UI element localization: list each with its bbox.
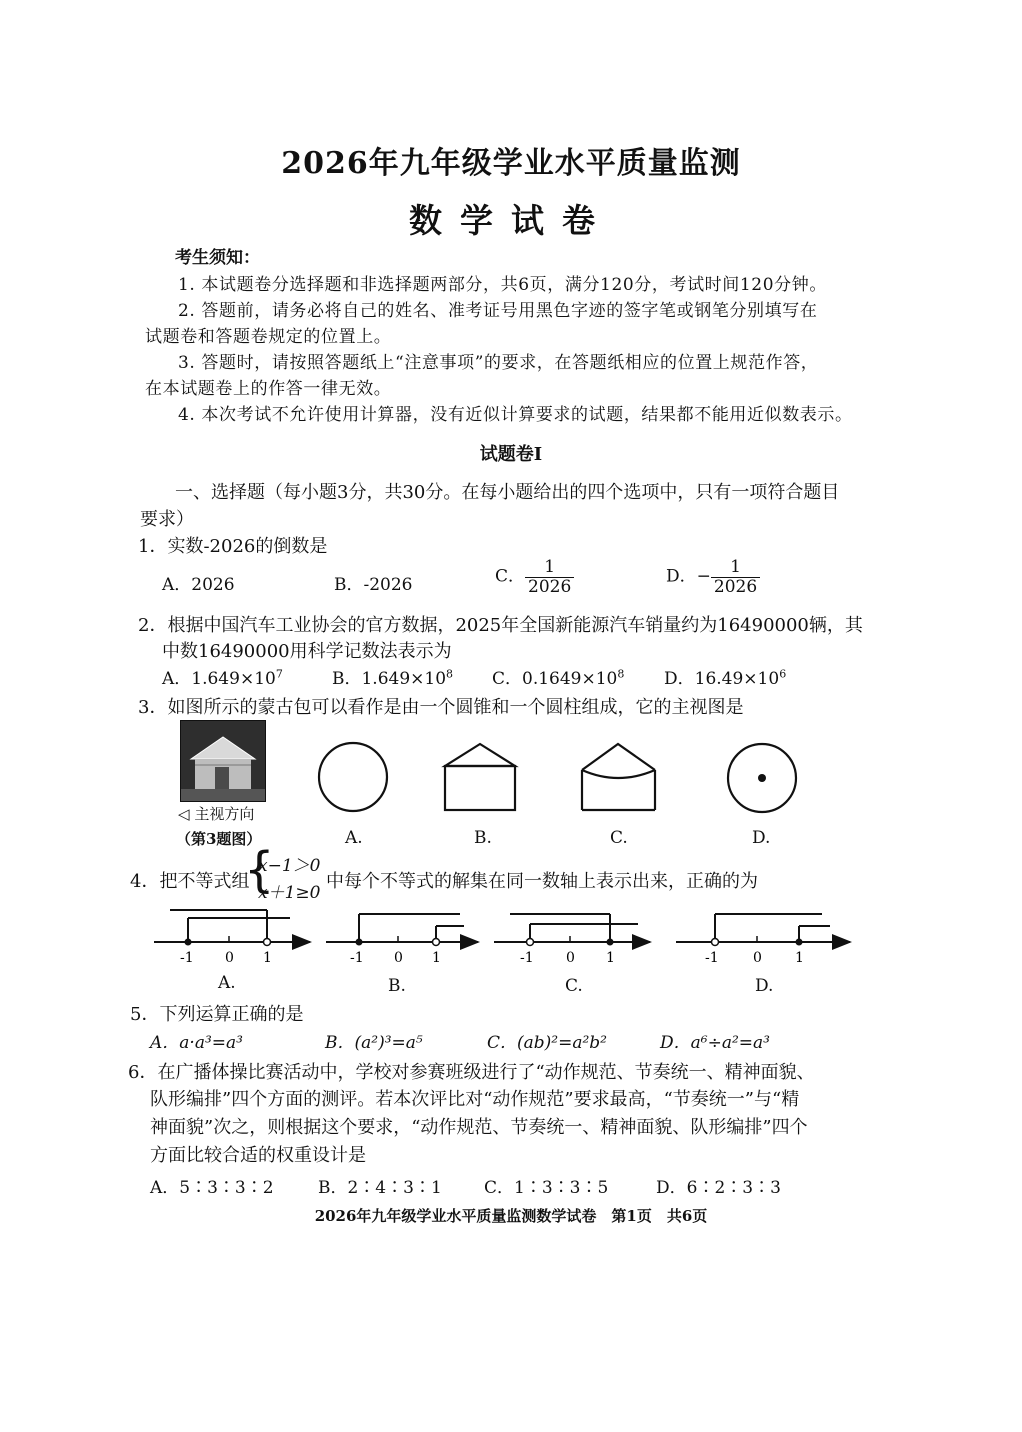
page-footer: 2026年九年级学业水平质量监测数学试卷 第1页 共6页 — [314, 1207, 708, 1225]
section-heading: 一、选择题（每小题3分，共30分。在每小题给出的四个选项中，只有一项符合题目 — [175, 482, 840, 503]
option-b-figure — [445, 744, 515, 810]
question-6-line: 队形编排”四个方面的测评。若本次评比对“动作规范”要求最高，“节奏统一”与“精 — [150, 1089, 800, 1110]
minus-sign: − — [696, 566, 711, 587]
q2-option-d — [664, 664, 786, 689]
q1-option-c — [495, 558, 574, 596]
number-line-d — [676, 914, 850, 946]
q6-option-a: A．5∶3∶3∶2 — [150, 1178, 274, 1198]
q1-option-c-fraction — [525, 558, 574, 596]
question-5-stem: 5．下列运算正确的是 — [130, 1004, 304, 1025]
exponent: 7 — [275, 667, 283, 681]
exponent: 6 — [779, 667, 787, 681]
page-subtitle: 数学试卷 — [409, 201, 613, 240]
question-3-stem: 3．如图所示的蒙古包可以看作是由一个圆锥和一个圆柱组成，它的主视图是 — [138, 697, 744, 718]
question-4-prefix: 4．把不等式组 — [130, 871, 250, 892]
fraction-numerator: 1 — [525, 558, 574, 578]
figure-caption: （第3题图） — [176, 830, 262, 848]
q6-option-b: B．2∶4∶3∶1 — [318, 1178, 442, 1198]
question-6-line: 6．在广播体操比赛活动中，学校对参赛班级进行了“动作规范、节奏统一、精神面貌、 — [128, 1062, 815, 1083]
notice-item: 2. 答题前，请务必将自己的姓名、准考证号用黑色字迹的签字笔或钢笔分别填写在 — [178, 301, 818, 321]
view-direction-text: 主视方向 — [194, 805, 255, 823]
tick-label: 1 — [606, 950, 615, 966]
question-6-line: 神面貌”次之，则根据这个要求，“动作规范、节奏统一、精神面貌、队形编排”四个 — [150, 1117, 808, 1138]
q2-option-b — [332, 664, 453, 689]
option-a-circle — [319, 743, 387, 811]
page-title: 2026年九年级学业水平质量监测 — [281, 146, 741, 181]
yurt-photo — [180, 720, 266, 802]
tick-label: -1 — [520, 950, 534, 966]
q3-option-d-label: D. — [752, 828, 771, 848]
q6-option-d: D．6∶2∶3∶3 — [656, 1178, 781, 1198]
option-c-figure — [582, 744, 655, 810]
view-direction-label — [178, 803, 254, 824]
tick-label: -1 — [705, 950, 719, 966]
inequality-2: x＋1≥0 — [258, 883, 321, 903]
q6-option-c: C．1∶3∶3∶5 — [484, 1178, 609, 1198]
q1-option-a: A．2026 — [162, 575, 235, 595]
q3-option-a-label: A. — [345, 828, 363, 848]
q5-option-c: C．(ab)²=a²b² — [487, 1033, 607, 1053]
q1-option-d-label: D． — [666, 566, 697, 587]
tick-label: -1 — [180, 950, 194, 966]
q4-option-a-label: A. — [218, 973, 236, 993]
q2-option-c-text: C．0.1649×10 — [492, 669, 618, 689]
q2-option-a — [162, 664, 283, 689]
question-2-line1: 2．根据中国汽车工业协会的官方数据，2025年全国新能源汽车销量约为16490000辆，其 — [138, 615, 863, 636]
tick-label: 0 — [753, 950, 762, 966]
tick-label: 1 — [795, 950, 804, 966]
notice-item: 3. 答题时，请按照答题纸上“注意事项”的要求，在答题纸相应的位置上规范作答， — [178, 353, 819, 373]
tick-label: 0 — [225, 950, 234, 966]
q4-number-lines — [150, 900, 860, 970]
yurt-illustration — [181, 721, 265, 801]
triangle-icon: ◁ — [178, 805, 190, 823]
q2-option-d-text: D．16.49×10 — [664, 669, 780, 689]
number-line-c — [494, 914, 650, 946]
inequality-1: x−1＞0 — [258, 856, 321, 876]
q2-option-b-text: B．1.649×10 — [332, 669, 447, 689]
q5-option-d: D．a⁶÷a²=a³ — [660, 1033, 770, 1053]
fraction-denominator: 2026 — [528, 576, 572, 597]
q2-option-a-text: A．1.649×10 — [162, 669, 276, 689]
q3-option-figures — [300, 740, 700, 820]
tick-label: 1 — [263, 950, 272, 966]
question-2-line2: 中数16490000用科学记数法表示为 — [162, 641, 452, 662]
notice-item: 在本试题卷上的作答一律无效。 — [145, 379, 392, 399]
question-1-stem: 1．实数-2026的倒数是 — [138, 536, 328, 557]
volume-heading: 试题卷Ⅰ — [479, 444, 543, 465]
fraction-numerator: 1 — [711, 558, 760, 578]
notice-item: 4. 本次考试不允许使用计算器，没有近似计算要求的试题，结果都不能用近似数表示。 — [178, 405, 853, 425]
q5-option-b: B．(a²)³=a⁵ — [325, 1033, 423, 1053]
question-6-line: 方面比较合适的权重设计是 — [150, 1145, 366, 1166]
brace-icon: { — [244, 842, 275, 898]
q5-option-a: A．a·a³=a³ — [150, 1033, 243, 1053]
number-line-b — [326, 914, 478, 946]
q1-option-d-fraction — [711, 558, 760, 596]
q3-option-c-label: C. — [610, 828, 628, 848]
exponent: 8 — [446, 667, 454, 681]
tick-label: 0 — [394, 950, 403, 966]
q4-option-c-label: C. — [565, 976, 583, 996]
q1-option-b: B．-2026 — [334, 575, 413, 595]
exponent: 8 — [617, 667, 625, 681]
option-d-figure — [720, 740, 800, 820]
notice-item: 1. 本试题卷分选择题和非选择题两部分，共6页，满分120分，考试时间120分钟。 — [178, 275, 827, 295]
notice-heading: 考生须知： — [175, 248, 260, 268]
q1-option-c-label: C． — [495, 566, 526, 587]
fraction-denominator: 2026 — [713, 576, 758, 597]
notice-item: 试题卷和答题卷规定的位置上。 — [145, 327, 392, 347]
section-heading-cont: 要求） — [140, 509, 194, 530]
tick-label: 1 — [432, 950, 441, 966]
tick-label: -1 — [350, 950, 364, 966]
q4-option-b-label: B. — [388, 976, 406, 996]
q3-option-b-label: B. — [474, 828, 492, 848]
tick-label: 0 — [566, 950, 575, 966]
number-line-a — [154, 910, 310, 946]
q1-option-d — [666, 558, 760, 596]
question-4-suffix: 中每个不等式的解集在同一数轴上表示出来，正确的为 — [326, 871, 758, 892]
q4-option-d-label: D. — [755, 976, 774, 996]
q2-option-c — [492, 664, 624, 689]
